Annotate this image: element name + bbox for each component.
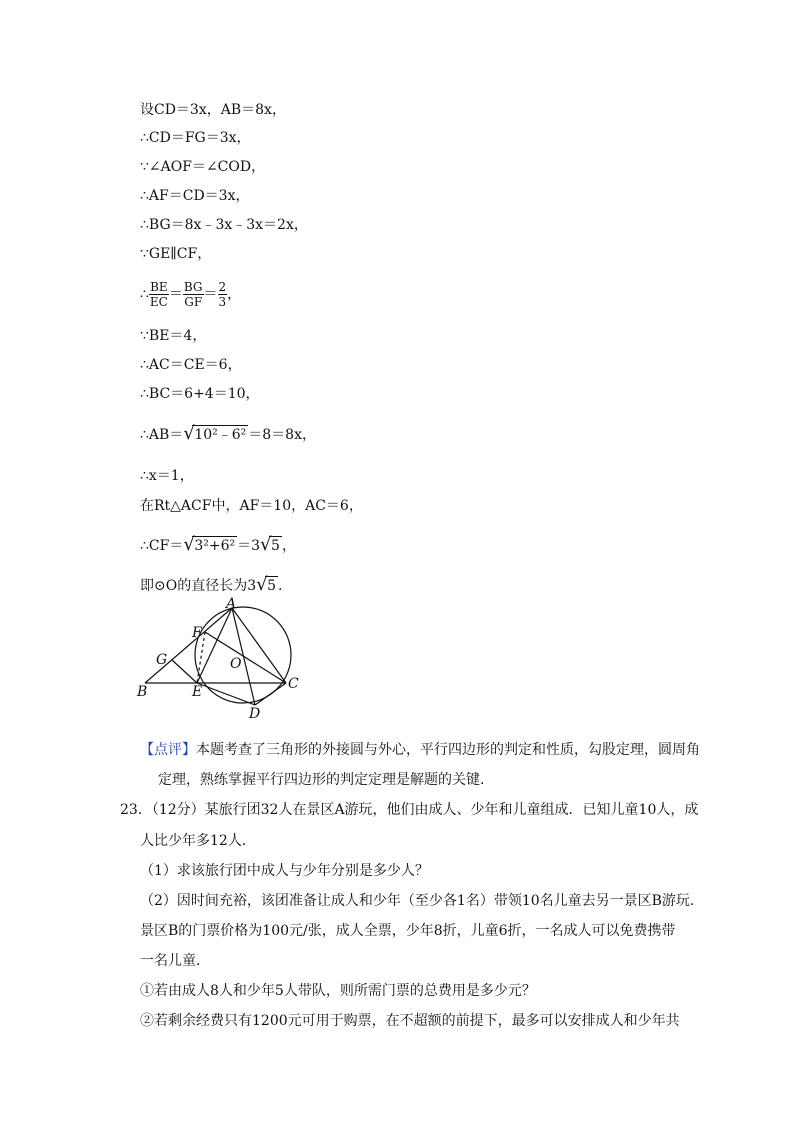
segment-ad — [232, 608, 255, 705]
question-23-line-2: 人比少年多12人． — [140, 833, 256, 849]
formula-prefix: ∴CF＝ — [140, 538, 184, 554]
comment-line-2: 定理，熟练掌握平行四边形的判定定理是解题的关键. — [158, 772, 485, 788]
fraction — [218, 280, 228, 309]
step-line: ∴AF＝CD＝3x， — [140, 188, 250, 204]
formula-suffix: . — [278, 578, 283, 594]
label-g: G — [156, 652, 168, 668]
comment-text: 本题考查了三角形的外接圆与外心，平行四边形的判定和性质，勾股定理，圆周角 — [196, 742, 700, 758]
label-o: O — [230, 656, 242, 672]
step-line: ∵BE＝4， — [140, 328, 207, 344]
question-23-part-2-line-1: （2）因时间充裕，该团准备让成人和少年（至少各1名）带领10名儿童去另一景区B游玩． — [140, 893, 704, 909]
numerator: BE — [150, 280, 168, 294]
segment-fc — [205, 632, 286, 683]
question-23-sub-2: ②若剩余经费只有1200元可用于购票，在不超额的前提下，最多可以安排成人和少年共 — [140, 1013, 680, 1029]
ab-sqrt-line — [140, 425, 316, 445]
square-root: √ 5 — [256, 574, 277, 595]
square-root: √ 3²+6² — [183, 534, 236, 555]
step-line: ∴BG＝8x﹣3x﹣3x＝2x， — [140, 217, 308, 233]
square-root: √ 10²﹣6² — [183, 423, 247, 444]
label-b: B — [137, 684, 148, 700]
segment-dc — [255, 683, 286, 705]
label-c: C — [288, 676, 299, 692]
question-23-part-2-line-3: 一名儿童． — [140, 953, 210, 969]
segment-ba — [145, 608, 232, 683]
numerator: BG — [183, 280, 203, 294]
circle-o — [195, 607, 291, 703]
ratio-line: ∴ $\frac{BE}{EC}$ ＝ $\frac{BG}{GF}$ ＝ $\frac{2}{3}$ ， — [140, 280, 242, 309]
segment-fe-dashed — [197, 632, 205, 683]
label-f: F — [192, 625, 202, 641]
step-line: ∵∠AOF＝∠COD， — [140, 159, 266, 175]
question-23-line-1: 23．（12分）某旅行团32人在景区A游玩，他们由成人、少年和儿童组成．已知儿童10人，成 — [120, 802, 699, 818]
therefore-sign: ∴ — [140, 286, 149, 303]
segment-ac — [232, 608, 286, 683]
radicand: 5 — [267, 578, 277, 594]
question-23-part-1: （1）求该旅行团中成人与少年分别是多少人？ — [140, 863, 429, 879]
diameter-line — [140, 576, 283, 596]
numerator: 2 — [218, 280, 227, 294]
question-23-sub-1: ①若由成人8人和少年5人带队，则所需门票的总费用是多少元？ — [140, 983, 536, 999]
label-a: A — [226, 596, 237, 612]
formula-prefix: ∴AB＝ — [140, 427, 184, 443]
denominator: GF — [184, 295, 203, 309]
fraction — [183, 280, 204, 309]
radicand: 10²﹣6² — [194, 427, 247, 443]
segment-ed — [197, 683, 255, 705]
step-line: ∴AC＝CE＝6， — [140, 357, 242, 373]
fraction — [149, 280, 169, 309]
formula-prefix: 即⊙O的直径长为3 — [140, 578, 257, 594]
label-d: D — [249, 706, 261, 722]
cf-sqrt-line — [140, 536, 296, 556]
formula-mid: ＝3 — [237, 538, 261, 554]
step-line: 设CD＝3x，AB＝8x， — [140, 102, 286, 118]
denominator: EC — [149, 295, 168, 309]
comment-tag: 【点评】 — [140, 742, 196, 758]
formula-suffix: ， — [281, 538, 296, 554]
step-line: ∴CD＝FG＝3x， — [140, 130, 251, 146]
label-e: E — [192, 684, 203, 700]
segment-ae — [197, 608, 232, 683]
segment-ge — [172, 660, 197, 683]
step-line: 在Rt△ACF中，AF＝10，AC＝6， — [140, 498, 363, 514]
question-23-part-2-line-2: 景区B的门票价格为100元/张，成人全票，少年8折，儿童6折，一名成人可以免费携带 — [140, 923, 676, 939]
formula-suffix: ＝8＝8x， — [248, 427, 316, 443]
comment-line-1 — [140, 739, 700, 761]
step-line: ∴BC＝6+4＝10， — [140, 386, 260, 402]
radicand: 5 — [271, 538, 280, 554]
square-root: √ 5 — [260, 534, 280, 555]
radicand: 3²+6² — [194, 538, 236, 554]
step-line: ∵GE∥CF， — [140, 246, 212, 262]
step-line: ∴x＝1， — [140, 468, 194, 484]
denominator: 3 — [218, 295, 227, 309]
